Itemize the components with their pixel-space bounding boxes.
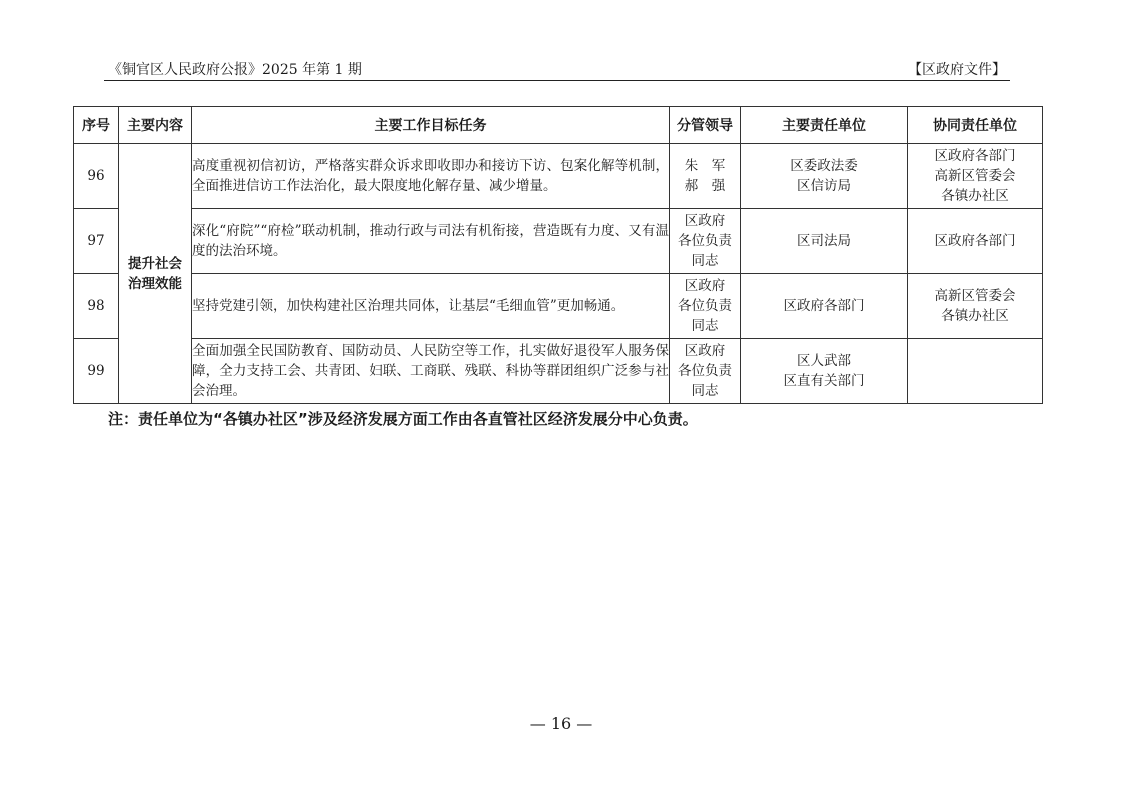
table-row	[74, 274, 1043, 339]
co-unit-cell	[908, 144, 1043, 209]
section-label: 【区政府文件】	[908, 62, 1006, 78]
co-unit-line: 区政府各部门	[934, 148, 1016, 164]
leader-line: 各位负责	[678, 233, 732, 249]
task-table	[73, 106, 1043, 404]
co-unit-cell	[908, 339, 1043, 404]
row-index: 99	[74, 339, 119, 404]
leader-line: 同志	[691, 318, 719, 334]
header-index: 序号	[74, 107, 119, 144]
co-unit-line: 区政府各部门	[934, 233, 1016, 249]
co-unit-cell	[908, 274, 1043, 339]
task-text: 高度重视初信初访，严格落实群众诉求即收即办和接访下访、包案化解等机制，全面推进信访工作法治化，最大限度地化解存量、减少增量。	[192, 144, 670, 209]
leader-line: 区政府	[684, 213, 726, 229]
running-header	[104, 58, 1010, 81]
leader-line: 各位负责	[678, 298, 732, 314]
main-unit-cell	[741, 274, 908, 339]
category-cell	[119, 144, 192, 404]
leader-cell	[670, 274, 741, 339]
row-index: 98	[74, 274, 119, 339]
table-row	[74, 209, 1043, 274]
leader-line: 各位负责	[678, 363, 732, 379]
main-unit-cell	[741, 339, 908, 404]
co-unit-line: 各镇办社区	[941, 188, 1009, 204]
main-unit-line: 区信访局	[797, 178, 851, 194]
task-text: 深化“府院”“府检”联动机制，推动行政与司法有机衔接，营造既有力度、又有温度的法治环境。	[192, 209, 670, 274]
leader-cell	[670, 209, 741, 274]
publication-title: 《铜官区人民政府公报》2025 年第 1 期	[108, 62, 362, 78]
leader-line: 同志	[691, 253, 719, 269]
task-text: 全面加强全民国防教育、国防动员、人民防空等工作，扎实做好退役军人服务保障，全力支持工会、共青团、妇联、工商联、残联、科协等群团组织广泛参与社会治理。	[192, 339, 670, 404]
main-unit-line: 区直有关部门	[783, 373, 865, 389]
footnote: 注：责任单位为“各镇办社区”涉及经济发展方面工作由各直管社区经济发展分中心负责。	[108, 410, 698, 428]
table-row	[74, 144, 1043, 209]
leader-line: 区政府	[684, 278, 726, 294]
co-unit-line: 高新区管委会	[934, 168, 1016, 184]
main-unit-line: 区政府各部门	[783, 298, 865, 314]
header-main-unit: 主要责任单位	[741, 107, 908, 144]
header-task: 主要工作目标任务	[192, 107, 670, 144]
co-unit-line: 各镇办社区	[941, 308, 1009, 324]
table-row	[74, 339, 1043, 404]
page-number: — 16 —	[529, 714, 593, 733]
table-header-row	[74, 107, 1043, 144]
leader-cell	[670, 339, 741, 404]
header-category: 主要内容	[119, 107, 192, 144]
main-unit-cell	[741, 144, 908, 209]
leader-line: 同志	[691, 383, 719, 399]
category-line: 提升社会	[128, 255, 182, 272]
co-unit-line: 高新区管委会	[934, 288, 1016, 304]
leader-line: 区政府	[684, 343, 726, 359]
main-unit-line: 区人武部	[797, 353, 851, 369]
leader-line: 朱 军	[684, 158, 726, 174]
task-text: 坚持党建引领，加快构建社区治理共同体，让基层“毛细血管”更加畅通。	[192, 274, 670, 339]
row-index: 97	[74, 209, 119, 274]
header-leader: 分管领导	[670, 107, 741, 144]
main-unit-line: 区委政法委	[790, 158, 858, 174]
row-index: 96	[74, 144, 119, 209]
main-unit-cell	[741, 209, 908, 274]
leader-line: 郝 强	[684, 178, 726, 194]
category-line: 治理效能	[128, 275, 182, 292]
header-co-unit: 协同责任单位	[908, 107, 1043, 144]
leader-cell	[670, 144, 741, 209]
co-unit-cell	[908, 209, 1043, 274]
main-unit-line: 区司法局	[797, 233, 851, 249]
